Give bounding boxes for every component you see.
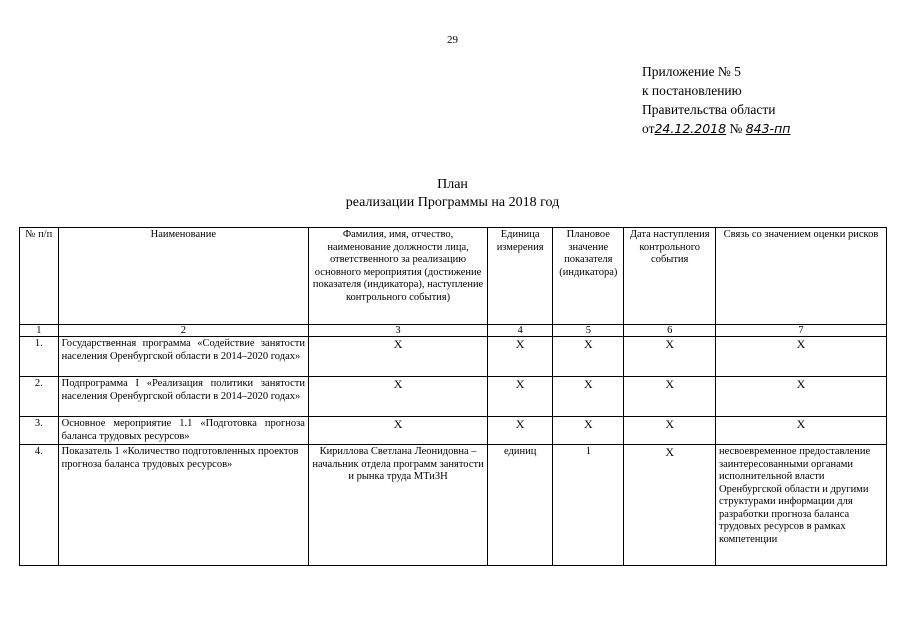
row-planned: Х	[553, 337, 624, 377]
handwritten-number: 843-пп	[745, 121, 791, 136]
row-risk: Х	[716, 417, 887, 445]
appendix-line-1: Приложение № 5	[642, 64, 741, 79]
row-date: Х	[624, 337, 716, 377]
row-date: Х	[624, 445, 716, 566]
column-number: 7	[716, 325, 887, 337]
row-name: Подпрограмма I «Реализация политики занятости населения Оренбургской области в 2014–2020 годах»	[58, 377, 308, 417]
header-date: Дата наступления контрольного события	[624, 228, 716, 325]
table-row	[20, 417, 887, 445]
title-line-2: реализации Программы на 2018 год	[345, 195, 560, 210]
header-risk: Связь со значением оценки рисков	[716, 228, 887, 325]
row-unit: Х	[488, 417, 553, 445]
row-date: Х	[624, 417, 716, 445]
header-name: Наименование	[58, 228, 308, 325]
appendix-block	[642, 62, 790, 138]
row-risk: Х	[716, 377, 887, 417]
row-unit: единиц	[488, 445, 553, 566]
row-name: Показатель 1 «Количество подготовленных проектов прогноза баланса трудовых ресурсов»	[58, 445, 308, 566]
table-header-row	[20, 228, 887, 325]
table-row	[20, 377, 887, 417]
title-line-1: План	[437, 177, 468, 192]
row-planned: Х	[553, 377, 624, 417]
row-number: 4.	[20, 445, 59, 566]
column-number: 3	[308, 325, 487, 337]
row-responsible: Х	[308, 377, 487, 417]
row-responsible: Кириллова Светлана Леонидовна – начальник отдела программ занятости и рынка труда МТиЗН	[308, 445, 487, 566]
column-number: 5	[553, 325, 624, 337]
row-unit: Х	[488, 337, 553, 377]
table-row	[20, 337, 887, 377]
table-row	[20, 445, 887, 566]
row-name: Государственная программа «Содействие занятости населения Оренбургской области в 2014–2020 годах»	[58, 337, 308, 377]
date-prefix: от	[642, 121, 655, 136]
row-unit: Х	[488, 377, 553, 417]
header-unit: Единица измерения	[488, 228, 553, 325]
column-numbers-row	[20, 325, 887, 337]
appendix-line-2: к постановлению	[642, 83, 742, 98]
header-planned: Плановое значение показателя (индикатора)	[553, 228, 624, 325]
row-number: 3.	[20, 417, 59, 445]
row-planned: 1	[553, 445, 624, 566]
row-number: 2.	[20, 377, 59, 417]
appendix-date-line	[642, 119, 790, 138]
column-number: 1	[20, 325, 59, 337]
row-planned: Х	[553, 417, 624, 445]
row-risk: несвоевременное предоставление заинтересованными органами исполнительной власти Оренбургской области и другими структурами информации для разработки прогноза баланса трудовых ресурсов в рамках компетенции	[716, 445, 887, 566]
document-title	[0, 176, 905, 212]
appendix-line-3: Правительства области	[642, 102, 776, 117]
handwritten-date: 24.12.2018	[654, 121, 727, 136]
plan-table	[19, 227, 887, 566]
header-num: № п/п	[20, 228, 59, 325]
row-risk: Х	[716, 337, 887, 377]
column-number: 2	[58, 325, 308, 337]
row-date: Х	[624, 377, 716, 417]
page-number: 29	[447, 34, 458, 46]
row-name: Основное мероприятие 1.1 «Подготовка прогноза баланса трудовых ресурсов»	[58, 417, 308, 445]
row-responsible: Х	[308, 337, 487, 377]
row-responsible: Х	[308, 417, 487, 445]
column-number: 4	[488, 325, 553, 337]
number-prefix: №	[729, 121, 743, 136]
row-number: 1.	[20, 337, 59, 377]
column-number: 6	[624, 325, 716, 337]
header-responsible: Фамилия, имя, отчество, наименование должности лица, ответственного за реализацию основного мероприятия (достижение показателя (индикатора), наступление контрольного события)	[308, 228, 487, 325]
